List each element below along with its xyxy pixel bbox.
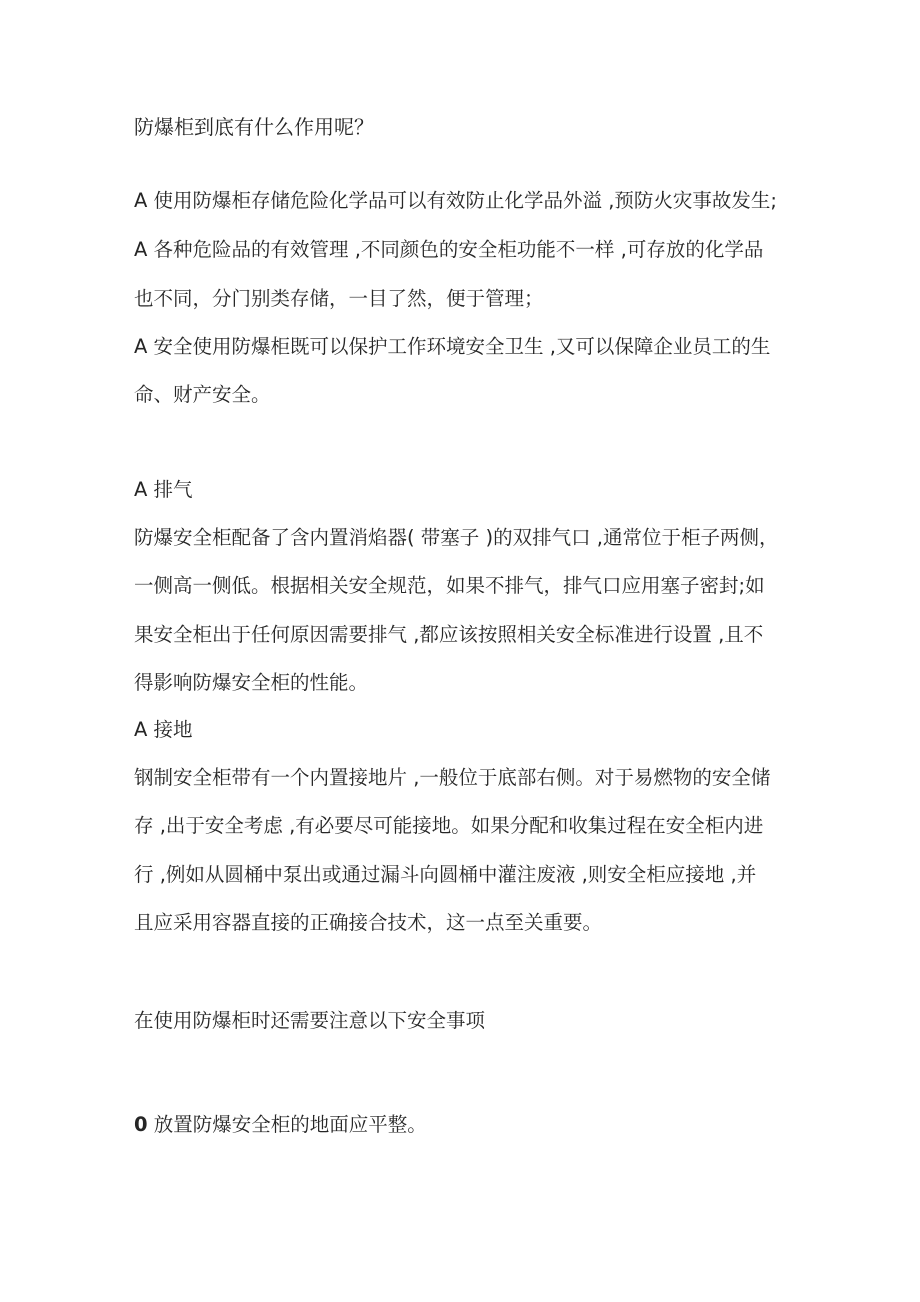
benefit-line-1: A 使用防爆柜存储危险化学品可以有效防止化学品外溢 ,预防火灾事故发生; — [134, 189, 778, 212]
exhaust-line-3: 果安全柜出于任何原因需要排气 ,都应该按照相关安全标准进行设置 ,且不 — [134, 623, 764, 646]
exhaust-line-1: 防爆安全柜配备了含内置消焰器( 带塞子 )的双排气口 ,通常位于柜子两侧， — [134, 526, 779, 549]
notice-item-text: 放置防爆安全柜的地面应平整。 — [147, 1113, 427, 1136]
notice-item-number: 0 — [134, 1113, 148, 1136]
benefit-line-2: A 各种危险品的有效管理 ,不同颜色的安全柜功能不一样 ,可存放的化学品 — [134, 238, 764, 261]
exhaust-heading: A 排气 — [134, 478, 193, 501]
exhaust-line-4: 得影响防爆安全柜的性能。 — [134, 671, 369, 694]
exhaust-line-2: 一侧高一侧低。根据相关安全规范，如果不排气，排气口应用塞子密封;如 — [134, 574, 765, 597]
notice-item — [134, 1112, 794, 1138]
benefit-line-3: 也不同，分门别类存储，一目了然，便于管理； — [134, 287, 544, 310]
grounding-line-2: 存 ,出于安全考虑 ,有必要尽可能接地。如果分配和收集过程在安全柜内进 — [134, 814, 764, 837]
document-title: 防爆柜到底有什么作用呢？ — [134, 115, 374, 139]
benefit-line-5: 命、财产安全。 — [134, 383, 271, 406]
grounding-heading: A 接地 — [134, 718, 193, 741]
notice-heading: 在使用防爆柜时还需要注意以下安全事项 — [134, 1009, 486, 1032]
grounding-line-1: 钢制安全柜带有一个内置接地片 ,一般位于底部右侧。对于易燃物的安全储 — [134, 766, 771, 789]
grounding-line-4: 且应采用容器直接的正确接合技术，这一点至关重要。 — [134, 911, 603, 934]
grounding-line-3: 行 ,例如从圆桶中泵出或通过漏斗向圆桶中灌注废液 ,则安全柜应接地 ,并 — [134, 863, 757, 886]
benefit-line-4: A 安全使用防爆柜既可以保护工作环境安全卫生 ,又可以保障企业员工的生 — [134, 335, 771, 358]
